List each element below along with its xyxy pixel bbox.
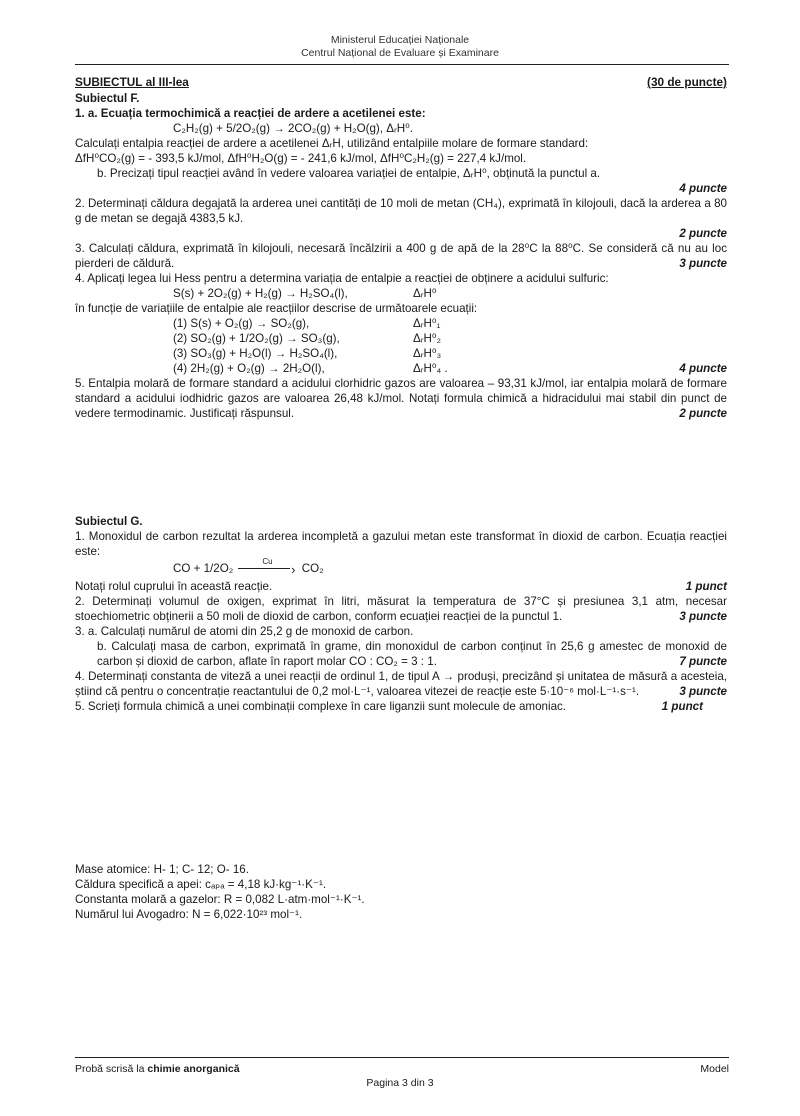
g-q1-text: 1. Monoxidul de carbon rezultat la arderea incompletă a gazului metan este transformat în dioxid de carbon. Ecuația reacției este: xyxy=(75,530,727,558)
f-q4-last-row xyxy=(75,361,727,376)
atomic-masses: Mase atomice: H- 1; C- 12; O- 16. xyxy=(75,863,249,877)
catalyst-arrow-icon xyxy=(236,559,298,579)
footer-right: Model xyxy=(700,1063,729,1075)
f-q1a-text: 1. a. Ecuația termochimică a reacției de ardere a acetilenei este: xyxy=(75,107,426,120)
constants-block xyxy=(75,862,727,922)
header-rule xyxy=(75,64,729,65)
g-q2-text: 2. Determinați volumul de oxigen, exprimat în litri, măsurat la temperatura de 37°C și presiunea 3,1 atm, necesar stoechiometric obținerii a 50 moli de dioxid de carbon, conform ecuației reacției de la punctul 1. xyxy=(75,595,727,624)
footer-prefix: Probă scrisă la xyxy=(75,1063,148,1075)
f-q4-intro: în funcție de variațiile de entalpie ale reacțiilor descrise de următoarele ecuații: xyxy=(75,302,478,315)
spacer xyxy=(75,714,727,862)
f-q4-dh: ΔᵣH⁰₃ xyxy=(413,347,442,360)
footer-rule xyxy=(75,1057,729,1058)
exam-content xyxy=(75,75,727,922)
g-q5-row xyxy=(75,699,727,714)
f-q5-points: 2 puncte xyxy=(679,407,727,420)
g-q1-note: Notați rolul cuprului în această reacție. xyxy=(75,580,273,594)
g-q1-note-row xyxy=(75,579,727,594)
g-q3a-text: 3. a. Calculați numărul de atomi din 25,2 g de monoxid de carbon. xyxy=(75,625,414,639)
page-footer xyxy=(75,1062,729,1077)
g-q4-text: 4. Determinați constanta de viteză a unei reacții de ordinul 1, de tipul A → produși, precizând și unitatea de măsură a acesteia, știind că pentru o concentrație reactantului de 0,2 mol·L⁻¹, valoarea vitezei de reacție este 5·10⁻⁶ mol·L⁻¹·s⁻¹. xyxy=(75,670,727,699)
g-q1-eq-left: CO + 1/2O₂ xyxy=(173,562,234,576)
f-q4-dh: ΔᵣH⁰₂ xyxy=(413,332,442,345)
f-q1b-text: b. Precizați tipul reacției având în vedere valoarea variației de entalpie, ΔᵣH⁰, obținută la punctul a. xyxy=(97,167,601,180)
f-q2-text: 2. Determinați căldura degajată la arderea unei cantități de 10 moli de metan (CH₄), exprimată în kilojouli, dacă la arderea a 80 g de metan se degajă 4383,5 kJ. xyxy=(75,197,727,225)
g-q3-points: 7 puncte xyxy=(679,655,727,669)
section-title: SUBIECTUL al III-lea xyxy=(75,75,189,89)
f-q3-text: 3. Calculați căldura, exprimată în kilojouli, necesară încălzirii a 400 g de apă de la 28⁰C la 88⁰C. Se consideră că nu au loc pierderi de căldură. xyxy=(75,242,727,270)
subject-g-title: Subiectul G. xyxy=(75,515,143,528)
f-q4-text: 4. Aplicați legea lui Hess pentru a determina variația de entalpie a reacției de obținere a acidului sulfuric: xyxy=(75,272,609,285)
f-q5-text: 5. Entalpia molară de formare standard a acidului clorhidric gazos are valoarea – 93,31 kJ/mol, iar entalpia molară de formare standard a acidului iodhidric gazos are valoarea 26,48 kJ/mol. Notați formula chimică a hidracidului mai stabil din punct de vedere termodinamic. Justificați răspunsul. xyxy=(75,377,727,420)
f-q4-eq-row xyxy=(75,331,727,346)
spacer xyxy=(75,421,727,513)
f-q4-eq-row xyxy=(75,346,727,361)
ministry-name: Ministerul Educației Naționale xyxy=(330,34,470,46)
g-q1-points: 1 punct xyxy=(685,580,727,594)
g-q1-eq-right: CO₂ xyxy=(301,562,324,576)
footer-subject: chimie anorganică xyxy=(147,1063,240,1075)
f-q3-points: 3 puncte xyxy=(679,257,727,270)
f-q4-eq: (2) SO₂(g) + 1/2O₂(g) → SO₃(g), xyxy=(173,332,340,345)
center-name: Centrul Național de Evaluare și Examinare xyxy=(301,47,499,59)
specific-heat: Căldura specifică a apei: cₐₚₐ = 4,18 kJ·kg⁻¹·K⁻¹. xyxy=(75,878,327,892)
f-q1a-data: ΔfH⁰CO₂(g) = - 393,5 kJ/mol, ΔfH⁰H₂O(g) = - 241,6 kJ/mol, ΔfH⁰C₂H₂(g) = 227,4 kJ/mol. xyxy=(75,152,527,165)
avogadro-number: Numărul lui Avogadro: N = 6,022·10²³ mol⁻¹. xyxy=(75,908,303,922)
g-q1-catalyst: Cu xyxy=(262,557,273,566)
g-q4-points: 3 puncte xyxy=(679,685,727,699)
footer-left xyxy=(75,1062,240,1077)
section-title-row xyxy=(75,75,727,90)
g-q2-points: 3 puncte xyxy=(679,610,727,624)
f-q4-eq: (4) 2H₂(g) + O₂(g) → 2H₂O(l), xyxy=(173,362,325,375)
f-q4-points: 4 puncte xyxy=(679,362,727,375)
f-q1-points: 4 puncte xyxy=(679,182,727,195)
f-q4-main-dh: ΔᵣH⁰ xyxy=(413,287,437,300)
f-q2-points: 2 puncte xyxy=(679,227,727,240)
f-q4-dh: ΔᵣH⁰₁ xyxy=(413,317,441,330)
g-q1-equation xyxy=(75,559,727,579)
gas-constant: Constanta molară a gazelor: R = 0,082 L·atm·mol⁻¹·K⁻¹. xyxy=(75,893,365,907)
f-q1a-calc: Calculați entalpia reacției de ardere a acetilenei ΔᵣH, utilizând entalpiile molare de formare standard: xyxy=(75,137,589,150)
section-points: (30 de puncte) xyxy=(647,75,727,89)
f-q4-main-eq: S(s) + 2O₂(g) + H₂(g) → H₂SO₄(l), xyxy=(173,287,348,300)
page-number: Pagina 3 din 3 xyxy=(366,1077,434,1089)
f-q3-line xyxy=(75,241,727,271)
page-header xyxy=(0,34,800,60)
f-q4-eq-row xyxy=(75,361,448,376)
g-q5-text: 5. Scrieți formula chimică a unei combinații complexe în care liganzii sunt molecule de amoniac. xyxy=(75,700,567,714)
f-q4-eq: (3) SO₃(g) + H₂O(l) → H₂SO₄(l), xyxy=(173,347,338,360)
f-q4-eq: (1) S(s) + O₂(g) → SO₂(g), xyxy=(173,317,310,330)
f-q1a-equation: C₂H₂(g) + 5/2O₂(g) → 2CO₂(g) + H₂O(g), ΔᵣH⁰. xyxy=(173,122,413,135)
f-q4-main-eq-row xyxy=(75,286,727,301)
g-q5-points: 1 punct xyxy=(661,700,703,714)
subject-f-title: Subiectul F. xyxy=(75,92,140,105)
g-q3b-text: b. Calculați masa de carbon, exprimată în grame, din monoxidul de carbon conținut în 25,6 g amestec de monoxid de carbon și dioxid de carbon, aflate în raport molar CO : CO₂ = 3 : 1. xyxy=(97,640,727,669)
f-q4-dh: ΔᵣH⁰₄ . xyxy=(413,362,448,375)
f-q4-eq-row xyxy=(75,316,727,331)
